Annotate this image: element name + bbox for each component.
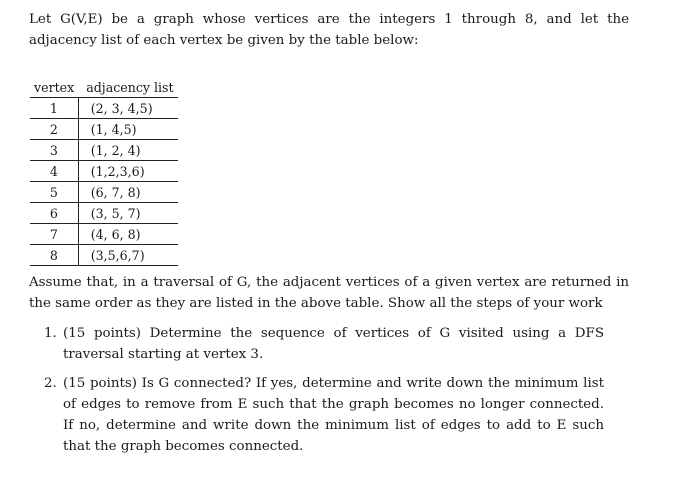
table-row [30, 224, 178, 245]
question-text: (15 points) Is G connected? If yes, determine and write down the minimum list of edges to remove from E such that the graph becomes no longer connected. If no, determine and write down the minimum list of edges to add to E such that the graph becomes connected. [63, 376, 604, 454]
column-header-vertex: vertex [30, 77, 78, 98]
assumption-paragraph: Assume that, in a traversal of G, the adjacent vertices of a given vertex are returned in the same order as they are listed in the above table. Show all the steps of your work [29, 275, 629, 311]
vertex-cell: 6 [30, 203, 78, 224]
table-row [30, 245, 178, 266]
vertex-cell: 3 [30, 140, 78, 161]
table-row [30, 140, 178, 161]
table-row [30, 161, 178, 182]
adjacency-cell: (3,5,6,7) [78, 245, 177, 266]
vertex-cell: 5 [30, 182, 78, 203]
vertex-cell: 8 [30, 245, 78, 266]
adjacency-cell: (4, 6, 8) [78, 224, 177, 245]
column-header-adjacency-list: adjacency list [78, 77, 177, 98]
adjacency-table [30, 77, 178, 266]
question-number: 2. [44, 376, 57, 391]
adjacency-cell: (1, 2, 4) [78, 140, 177, 161]
question-text: (15 points) Determine the sequence of vertices of G visited using a DFS traversal starting at vertex 3. [63, 326, 604, 362]
table-row [30, 203, 178, 224]
adjacency-cell: (2, 3, 4,5) [78, 98, 177, 119]
vertex-cell: 4 [30, 161, 78, 182]
vertex-cell: 1 [30, 98, 78, 119]
adjacency-cell: (1,2,3,6) [78, 161, 177, 182]
vertex-cell: 7 [30, 224, 78, 245]
table-header-row [30, 77, 178, 98]
list-item [44, 323, 604, 365]
table-row [30, 119, 178, 140]
table-row [30, 98, 178, 119]
adjacency-cell: (3, 5, 7) [78, 203, 177, 224]
table-row [30, 182, 178, 203]
vertex-cell: 2 [30, 119, 78, 140]
question-number: 1. [44, 326, 57, 341]
questions-list [44, 323, 604, 457]
intro-paragraph: Let G(V,E) be a graph whose vertices are the integers 1 through 8, and let the adjacency list of each vertex be given by the table below: [29, 12, 629, 48]
adjacency-cell: (6, 7, 8) [78, 182, 177, 203]
adjacency-cell: (1, 4,5) [78, 119, 177, 140]
list-item [44, 373, 604, 457]
